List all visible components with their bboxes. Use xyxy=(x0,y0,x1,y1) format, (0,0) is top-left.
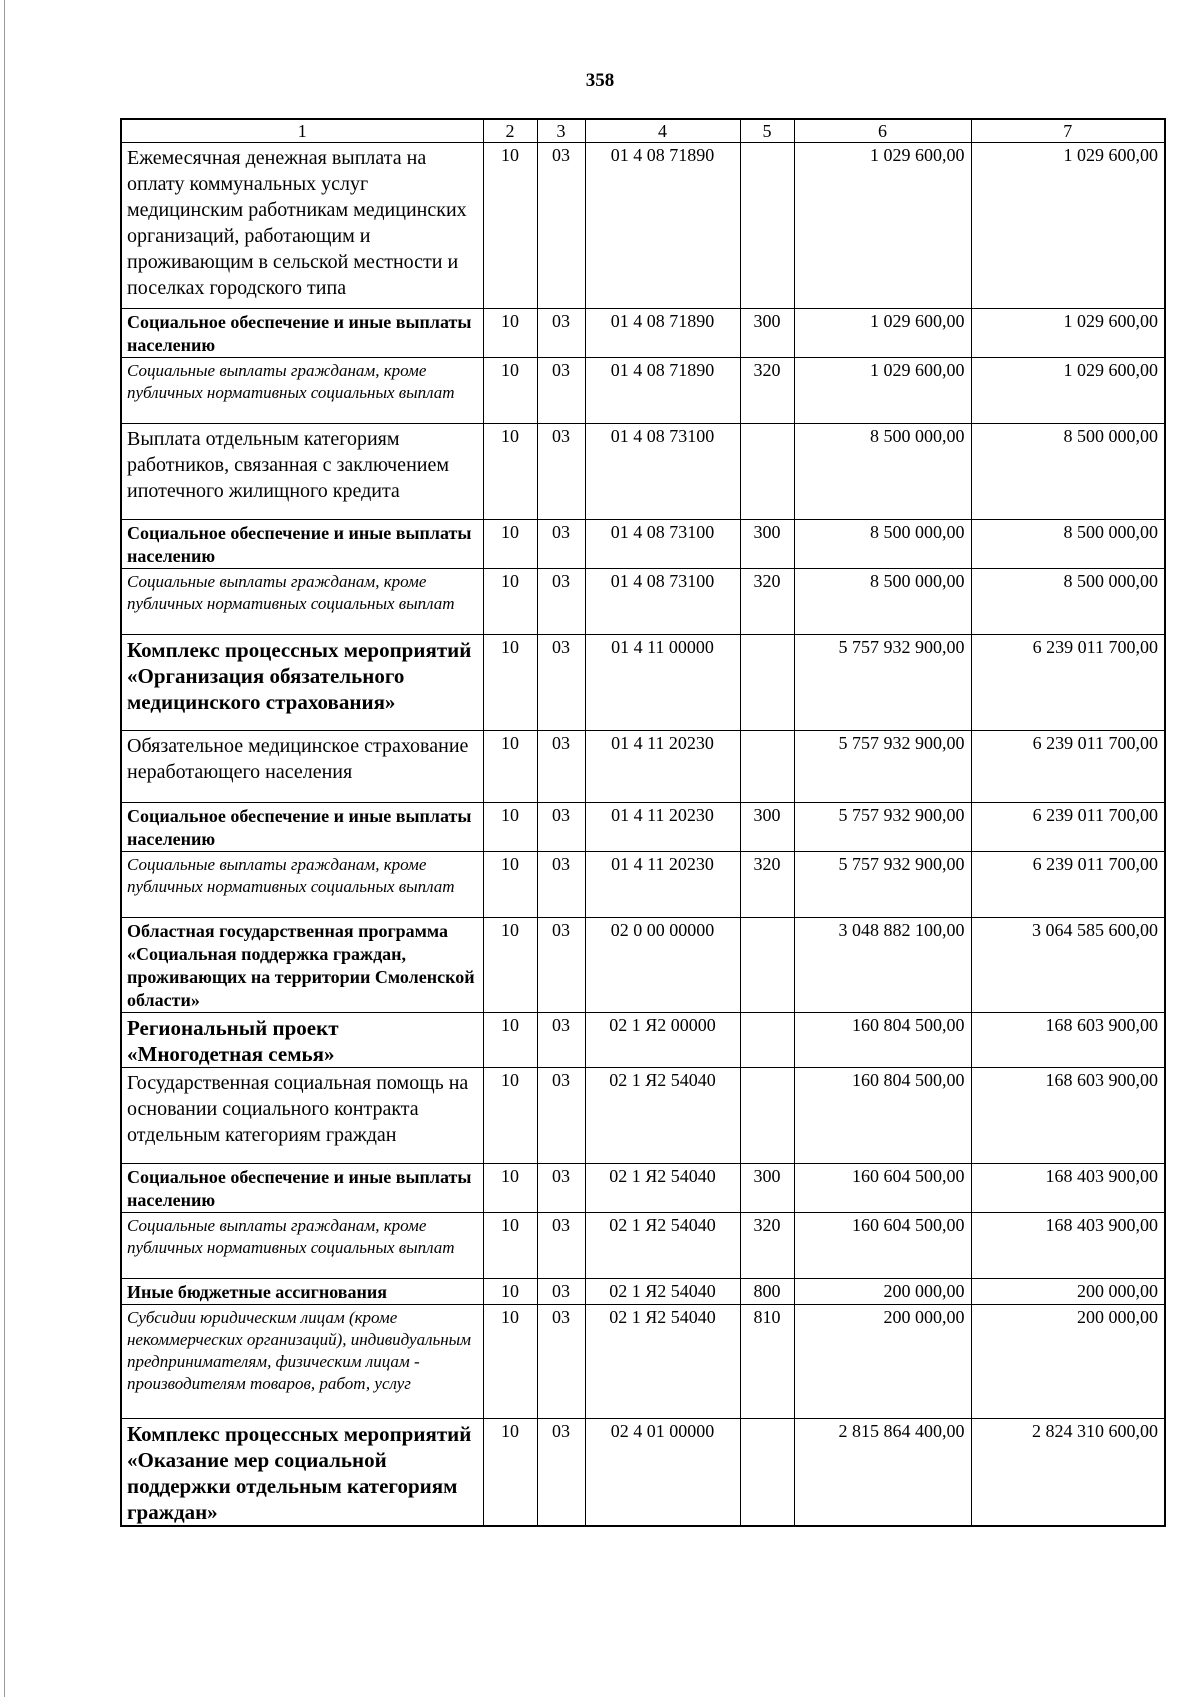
row-amount-year2-cell: 1 029 600,00 xyxy=(971,358,1165,424)
row-subsection-cell: 03 xyxy=(537,731,585,803)
row-expense-type-cell: 800 xyxy=(740,1279,794,1305)
row-amount-year1-cell: 200 000,00 xyxy=(794,1279,971,1305)
row-amount-year1-cell: 5 757 932 900,00 xyxy=(794,852,971,918)
table-row xyxy=(121,731,1165,803)
row-section-cell: 10 xyxy=(483,520,537,569)
row-subsection-cell: 03 xyxy=(537,852,585,918)
table-row xyxy=(121,520,1165,569)
header-cell-5: 5 xyxy=(740,119,794,143)
row-section-cell: 10 xyxy=(483,1279,537,1305)
table-row xyxy=(121,143,1165,309)
row-subsection-cell: 03 xyxy=(537,1164,585,1213)
row-amount-year1-cell: 2 815 864 400,00 xyxy=(794,1419,971,1527)
row-target-article-cell: 01 4 11 20230 xyxy=(585,803,740,852)
header-cell-3: 3 xyxy=(537,119,585,143)
table-row xyxy=(121,424,1165,520)
row-name-cell: Социальные выплаты гражданам, кроме публичных нормативных социальных выплат xyxy=(121,358,483,424)
row-target-article-cell: 02 1 Я2 54040 xyxy=(585,1305,740,1419)
row-name-cell: Областная государственная программа «Социальная поддержка граждан, проживающих на территории Смоленской области» xyxy=(121,918,483,1013)
header-cell-1: 1 xyxy=(121,119,483,143)
row-amount-year1-cell: 5 757 932 900,00 xyxy=(794,731,971,803)
row-section-cell: 10 xyxy=(483,309,537,358)
row-expense-type-cell xyxy=(740,1068,794,1164)
row-subsection-cell: 03 xyxy=(537,569,585,635)
row-target-article-cell: 02 4 01 00000 xyxy=(585,1419,740,1527)
table-row xyxy=(121,1213,1165,1279)
table-header xyxy=(121,119,1165,143)
row-amount-year1-cell: 8 500 000,00 xyxy=(794,424,971,520)
row-name-cell: Субсидии юридическим лицам (кроме некоммерческих организаций), индивидуальным предпринимателям, физическим лицам - производителям товаров, работ, услуг xyxy=(121,1305,483,1419)
row-amount-year2-cell: 168 403 900,00 xyxy=(971,1213,1165,1279)
row-amount-year2-cell: 168 403 900,00 xyxy=(971,1164,1165,1213)
row-section-cell: 10 xyxy=(483,569,537,635)
page-number: 358 xyxy=(585,70,615,91)
header-cell-7: 7 xyxy=(971,119,1165,143)
row-section-cell: 10 xyxy=(483,358,537,424)
row-target-article-cell: 01 4 08 71890 xyxy=(585,358,740,424)
row-subsection-cell: 03 xyxy=(537,143,585,309)
row-name-cell: Ежемесячная денежная выплата на оплату коммунальных услуг медицинским работникам медицинских организаций, работающим и проживающим в сельской местности и поселках городского типа xyxy=(121,143,483,309)
table-row xyxy=(121,635,1165,731)
table-row xyxy=(121,918,1165,1013)
row-amount-year2-cell: 6 239 011 700,00 xyxy=(971,635,1165,731)
row-amount-year2-cell: 168 603 900,00 xyxy=(971,1013,1165,1068)
row-section-cell: 10 xyxy=(483,635,537,731)
row-expense-type-cell: 320 xyxy=(740,852,794,918)
row-expense-type-cell xyxy=(740,1013,794,1068)
row-amount-year1-cell: 160 804 500,00 xyxy=(794,1013,971,1068)
row-amount-year1-cell: 5 757 932 900,00 xyxy=(794,803,971,852)
row-expense-type-cell: 300 xyxy=(740,1164,794,1213)
row-amount-year2-cell: 8 500 000,00 xyxy=(971,424,1165,520)
budget-table-container xyxy=(120,118,1164,1527)
row-expense-type-cell xyxy=(740,731,794,803)
table-row xyxy=(121,852,1165,918)
row-expense-type-cell: 320 xyxy=(740,569,794,635)
row-name-cell: Обязательное медицинское страхование неработающего населения xyxy=(121,731,483,803)
header-cell-4: 4 xyxy=(585,119,740,143)
row-subsection-cell: 03 xyxy=(537,358,585,424)
row-name-cell: Социальные выплаты гражданам, кроме публичных нормативных социальных выплат xyxy=(121,569,483,635)
row-target-article-cell: 02 1 Я2 00000 xyxy=(585,1013,740,1068)
row-section-cell: 10 xyxy=(483,1213,537,1279)
row-target-article-cell: 01 4 11 20230 xyxy=(585,852,740,918)
row-section-cell: 10 xyxy=(483,1419,537,1527)
row-target-article-cell: 02 1 Я2 54040 xyxy=(585,1164,740,1213)
row-expense-type-cell xyxy=(740,1419,794,1527)
header-cell-2: 2 xyxy=(483,119,537,143)
row-section-cell: 10 xyxy=(483,143,537,309)
table-row xyxy=(121,358,1165,424)
row-target-article-cell: 01 4 08 71890 xyxy=(585,309,740,358)
row-target-article-cell: 02 0 00 00000 xyxy=(585,918,740,1013)
row-amount-year2-cell: 6 239 011 700,00 xyxy=(971,803,1165,852)
table-row xyxy=(121,1013,1165,1068)
row-target-article-cell: 02 1 Я2 54040 xyxy=(585,1068,740,1164)
row-expense-type-cell: 810 xyxy=(740,1305,794,1419)
row-target-article-cell: 02 1 Я2 54040 xyxy=(585,1279,740,1305)
row-amount-year2-cell: 168 603 900,00 xyxy=(971,1068,1165,1164)
table-row xyxy=(121,569,1165,635)
row-amount-year2-cell: 1 029 600,00 xyxy=(971,309,1165,358)
row-target-article-cell: 01 4 11 00000 xyxy=(585,635,740,731)
table-row xyxy=(121,1279,1165,1305)
row-amount-year1-cell: 200 000,00 xyxy=(794,1305,971,1419)
row-expense-type-cell xyxy=(740,143,794,309)
row-name-cell: Иные бюджетные ассигнования xyxy=(121,1279,483,1305)
row-section-cell: 10 xyxy=(483,1068,537,1164)
row-section-cell: 10 xyxy=(483,1305,537,1419)
row-amount-year2-cell: 6 239 011 700,00 xyxy=(971,852,1165,918)
row-name-cell: Социальное обеспечение и иные выплаты населению xyxy=(121,1164,483,1213)
header-row xyxy=(121,119,1165,143)
row-name-cell: Комплекс процессных мероприятий «Организация обязательного медицинского страхования» xyxy=(121,635,483,731)
table-row xyxy=(121,1164,1165,1213)
row-amount-year1-cell: 1 029 600,00 xyxy=(794,309,971,358)
row-expense-type-cell xyxy=(740,918,794,1013)
row-name-cell: Социальные выплаты гражданам, кроме публичных нормативных социальных выплат xyxy=(121,852,483,918)
row-expense-type-cell: 300 xyxy=(740,520,794,569)
row-section-cell: 10 xyxy=(483,803,537,852)
row-subsection-cell: 03 xyxy=(537,424,585,520)
row-amount-year2-cell: 1 029 600,00 xyxy=(971,143,1165,309)
row-target-article-cell: 01 4 11 20230 xyxy=(585,731,740,803)
row-name-cell: Комплекс процессных мероприятий «Оказание мер социальной поддержки отдельным категориям граждан» xyxy=(121,1419,483,1527)
header-cell-6: 6 xyxy=(794,119,971,143)
row-subsection-cell: 03 xyxy=(537,1305,585,1419)
table-row xyxy=(121,1305,1165,1419)
row-section-cell: 10 xyxy=(483,731,537,803)
row-subsection-cell: 03 xyxy=(537,635,585,731)
row-amount-year2-cell: 3 064 585 600,00 xyxy=(971,918,1165,1013)
row-name-cell: Социальное обеспечение и иные выплаты населению xyxy=(121,309,483,358)
row-section-cell: 10 xyxy=(483,852,537,918)
row-amount-year1-cell: 1 029 600,00 xyxy=(794,358,971,424)
row-expense-type-cell: 320 xyxy=(740,1213,794,1279)
row-section-cell: 10 xyxy=(483,918,537,1013)
scan-left-edge xyxy=(4,0,5,1697)
row-amount-year1-cell: 160 604 500,00 xyxy=(794,1164,971,1213)
row-section-cell: 10 xyxy=(483,1164,537,1213)
row-subsection-cell: 03 xyxy=(537,309,585,358)
row-subsection-cell: 03 xyxy=(537,1279,585,1305)
budget-table xyxy=(120,118,1166,1527)
row-amount-year1-cell: 1 029 600,00 xyxy=(794,143,971,309)
table-body xyxy=(121,143,1165,1527)
table-row xyxy=(121,309,1165,358)
row-name-cell: Социальное обеспечение и иные выплаты населению xyxy=(121,803,483,852)
row-name-cell: Государственная социальная помощь на основании социального контракта отдельным категориям граждан xyxy=(121,1068,483,1164)
row-amount-year2-cell: 8 500 000,00 xyxy=(971,520,1165,569)
row-section-cell: 10 xyxy=(483,424,537,520)
row-amount-year2-cell: 2 824 310 600,00 xyxy=(971,1419,1165,1527)
row-amount-year1-cell: 8 500 000,00 xyxy=(794,520,971,569)
row-amount-year1-cell: 160 804 500,00 xyxy=(794,1068,971,1164)
row-amount-year1-cell: 3 048 882 100,00 xyxy=(794,918,971,1013)
row-subsection-cell: 03 xyxy=(537,1013,585,1068)
row-amount-year1-cell: 8 500 000,00 xyxy=(794,569,971,635)
row-expense-type-cell: 300 xyxy=(740,309,794,358)
row-name-cell: Социальное обеспечение и иные выплаты населению xyxy=(121,520,483,569)
row-amount-year1-cell: 5 757 932 900,00 xyxy=(794,635,971,731)
row-amount-year2-cell: 6 239 011 700,00 xyxy=(971,731,1165,803)
row-name-cell: Социальные выплаты гражданам, кроме публичных нормативных социальных выплат xyxy=(121,1213,483,1279)
row-section-cell: 10 xyxy=(483,1013,537,1068)
row-target-article-cell: 01 4 08 71890 xyxy=(585,143,740,309)
row-target-article-cell: 02 1 Я2 54040 xyxy=(585,1213,740,1279)
row-name-cell: Региональный проект «Многодетная семья» xyxy=(121,1013,483,1068)
row-expense-type-cell xyxy=(740,635,794,731)
table-row xyxy=(121,1068,1165,1164)
row-expense-type-cell xyxy=(740,424,794,520)
row-name-cell: Выплата отдельным категориям работников, связанная с заключением ипотечного жилищного кредита xyxy=(121,424,483,520)
row-expense-type-cell: 300 xyxy=(740,803,794,852)
row-amount-year2-cell: 8 500 000,00 xyxy=(971,569,1165,635)
row-amount-year1-cell: 160 604 500,00 xyxy=(794,1213,971,1279)
table-row xyxy=(121,803,1165,852)
row-target-article-cell: 01 4 08 73100 xyxy=(585,520,740,569)
row-subsection-cell: 03 xyxy=(537,1419,585,1527)
row-subsection-cell: 03 xyxy=(537,803,585,852)
row-expense-type-cell: 320 xyxy=(740,358,794,424)
row-amount-year2-cell: 200 000,00 xyxy=(971,1305,1165,1419)
row-target-article-cell: 01 4 08 73100 xyxy=(585,569,740,635)
table-row xyxy=(121,1419,1165,1527)
row-subsection-cell: 03 xyxy=(537,1068,585,1164)
row-amount-year2-cell: 200 000,00 xyxy=(971,1279,1165,1305)
row-target-article-cell: 01 4 08 73100 xyxy=(585,424,740,520)
row-subsection-cell: 03 xyxy=(537,520,585,569)
row-subsection-cell: 03 xyxy=(537,1213,585,1279)
row-subsection-cell: 03 xyxy=(537,918,585,1013)
